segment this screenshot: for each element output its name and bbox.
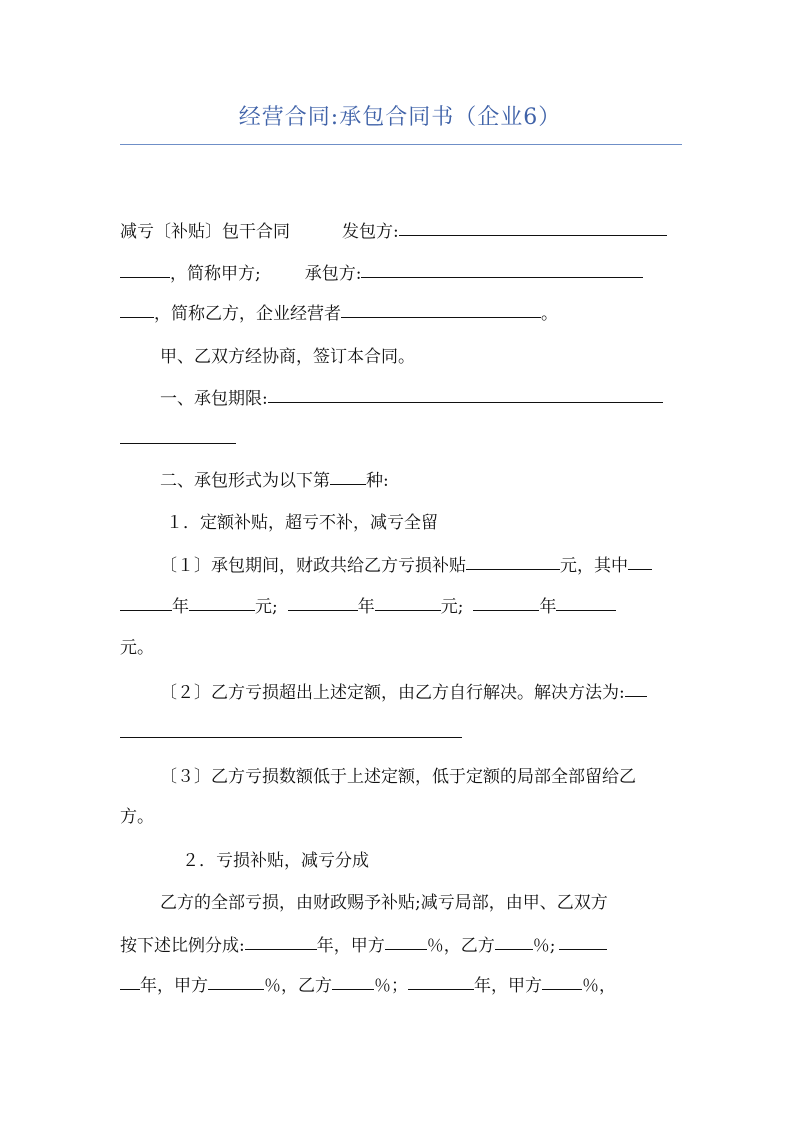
subsidy-amount-blank	[466, 550, 560, 570]
party-b-text: ，简称乙方，企业经营者	[154, 304, 341, 324]
amount-1-blank	[189, 591, 255, 611]
form-number-blank	[330, 465, 366, 485]
year-label: 年	[357, 597, 375, 617]
party-a-share-label: 年，甲方	[316, 936, 385, 956]
term-blank	[268, 383, 663, 403]
option-1-text: １．定额补贴，超亏不补，减亏全留	[166, 513, 438, 533]
party-a-text: ，简称甲方;	[170, 264, 261, 284]
pct-label: ％，	[582, 976, 616, 996]
party-a-share-label: 年，甲方	[474, 976, 542, 996]
below-quota-line	[120, 762, 682, 792]
year-3-blank	[473, 591, 539, 611]
option-2-text: ２．亏损补贴，减亏分成	[182, 851, 369, 871]
subsidy-line	[120, 550, 682, 580]
loss-subsidy-line	[120, 888, 682, 918]
share-ratio-label: 按下述比例分成:	[120, 936, 245, 956]
solution-blank-cont	[120, 718, 462, 738]
share-ratio-line	[120, 930, 682, 960]
contract-line-2	[120, 258, 682, 288]
share-year-1-blank	[245, 930, 317, 950]
below-quota-text: 〔３〕乙方亏损数额低于上述定额，低于定额的局部全部留给乙	[160, 767, 636, 787]
party-b-pct-1-blank	[495, 930, 533, 950]
below-quota-line-end	[120, 802, 682, 832]
loss-subsidy-text: 乙方的全部亏损，由财政赐予补贴;减亏局部，由甲、乙双方	[160, 893, 608, 913]
issuer-blank-cont	[120, 258, 170, 278]
excess-loss-line	[120, 677, 682, 707]
subsidy-text-end: 元，其中	[560, 556, 628, 576]
year-2-blank	[288, 591, 358, 611]
year-label: 年	[172, 597, 189, 617]
term-blank-cont	[120, 424, 236, 444]
contract-line-3	[120, 298, 682, 328]
year-1-blank	[120, 591, 172, 611]
option-1-heading	[120, 508, 682, 538]
pct-label: ％；	[374, 976, 408, 996]
share-year-3-blank	[408, 970, 474, 990]
form-label: 二、承包形式为以下第	[160, 471, 330, 491]
term-label: 一、承包期限:	[160, 389, 268, 409]
amount-2-blank	[375, 591, 441, 611]
party-a-pct-3-blank	[542, 970, 582, 990]
subsidy-split-blank	[628, 550, 652, 570]
pct-label: ％;	[532, 936, 556, 956]
issuer-blank	[399, 216, 667, 236]
yearly-subsidy-line-end	[120, 633, 682, 663]
yuan-label: 元;	[255, 597, 278, 617]
option-2-heading	[120, 846, 682, 876]
contractor-label: 承包方:	[304, 264, 362, 284]
agreement-line	[120, 342, 682, 372]
share-ratio-line-2	[120, 970, 682, 1000]
manager-blank	[341, 298, 541, 318]
yearly-subsidy-line	[120, 591, 682, 621]
title-divider	[120, 144, 682, 145]
solution-blank	[625, 677, 647, 697]
party-b-share-label: ％，乙方	[264, 976, 332, 996]
party-b-share-label: ％，乙方	[426, 936, 495, 956]
year-label: 年	[539, 597, 557, 617]
yuan-label: 元;	[440, 597, 464, 617]
solution-line-cont	[120, 718, 682, 748]
term-line-cont	[120, 424, 682, 454]
contract-type-text: 减亏〔补贴〕包干合同	[120, 222, 290, 242]
document-title: 经营合同:承包合同书（企业6）	[238, 105, 562, 130]
share-year-2-blank-cont	[120, 970, 140, 990]
party-a-pct-2-blank	[208, 970, 264, 990]
below-quota-text-end: 方。	[120, 807, 154, 827]
subsidy-text: 〔１〕承包期间，财政共给乙方亏损补贴	[160, 556, 466, 576]
excess-loss-text: 〔２〕乙方亏损超出上述定额，由乙方自行解决。解决方法为:	[160, 683, 625, 703]
agreement-text: 甲、乙双方经协商，签订本合同。	[160, 347, 415, 367]
line3-end: 。	[541, 304, 558, 324]
term-line	[120, 383, 682, 413]
form-label-end: 种:	[366, 471, 389, 491]
share-year-2-blank	[559, 930, 607, 950]
party-a-share-label: 年，甲方	[140, 976, 208, 996]
yuan-label-last: 元。	[120, 638, 154, 658]
issuer-label: 发包方:	[342, 222, 399, 242]
contractor-blank-cont	[120, 298, 154, 318]
contract-line-1	[120, 216, 682, 246]
contractor-blank	[361, 258, 643, 278]
party-b-pct-2-blank	[332, 970, 374, 990]
form-line	[120, 465, 682, 495]
party-a-pct-1-blank	[385, 930, 427, 950]
amount-3-blank	[556, 591, 616, 611]
